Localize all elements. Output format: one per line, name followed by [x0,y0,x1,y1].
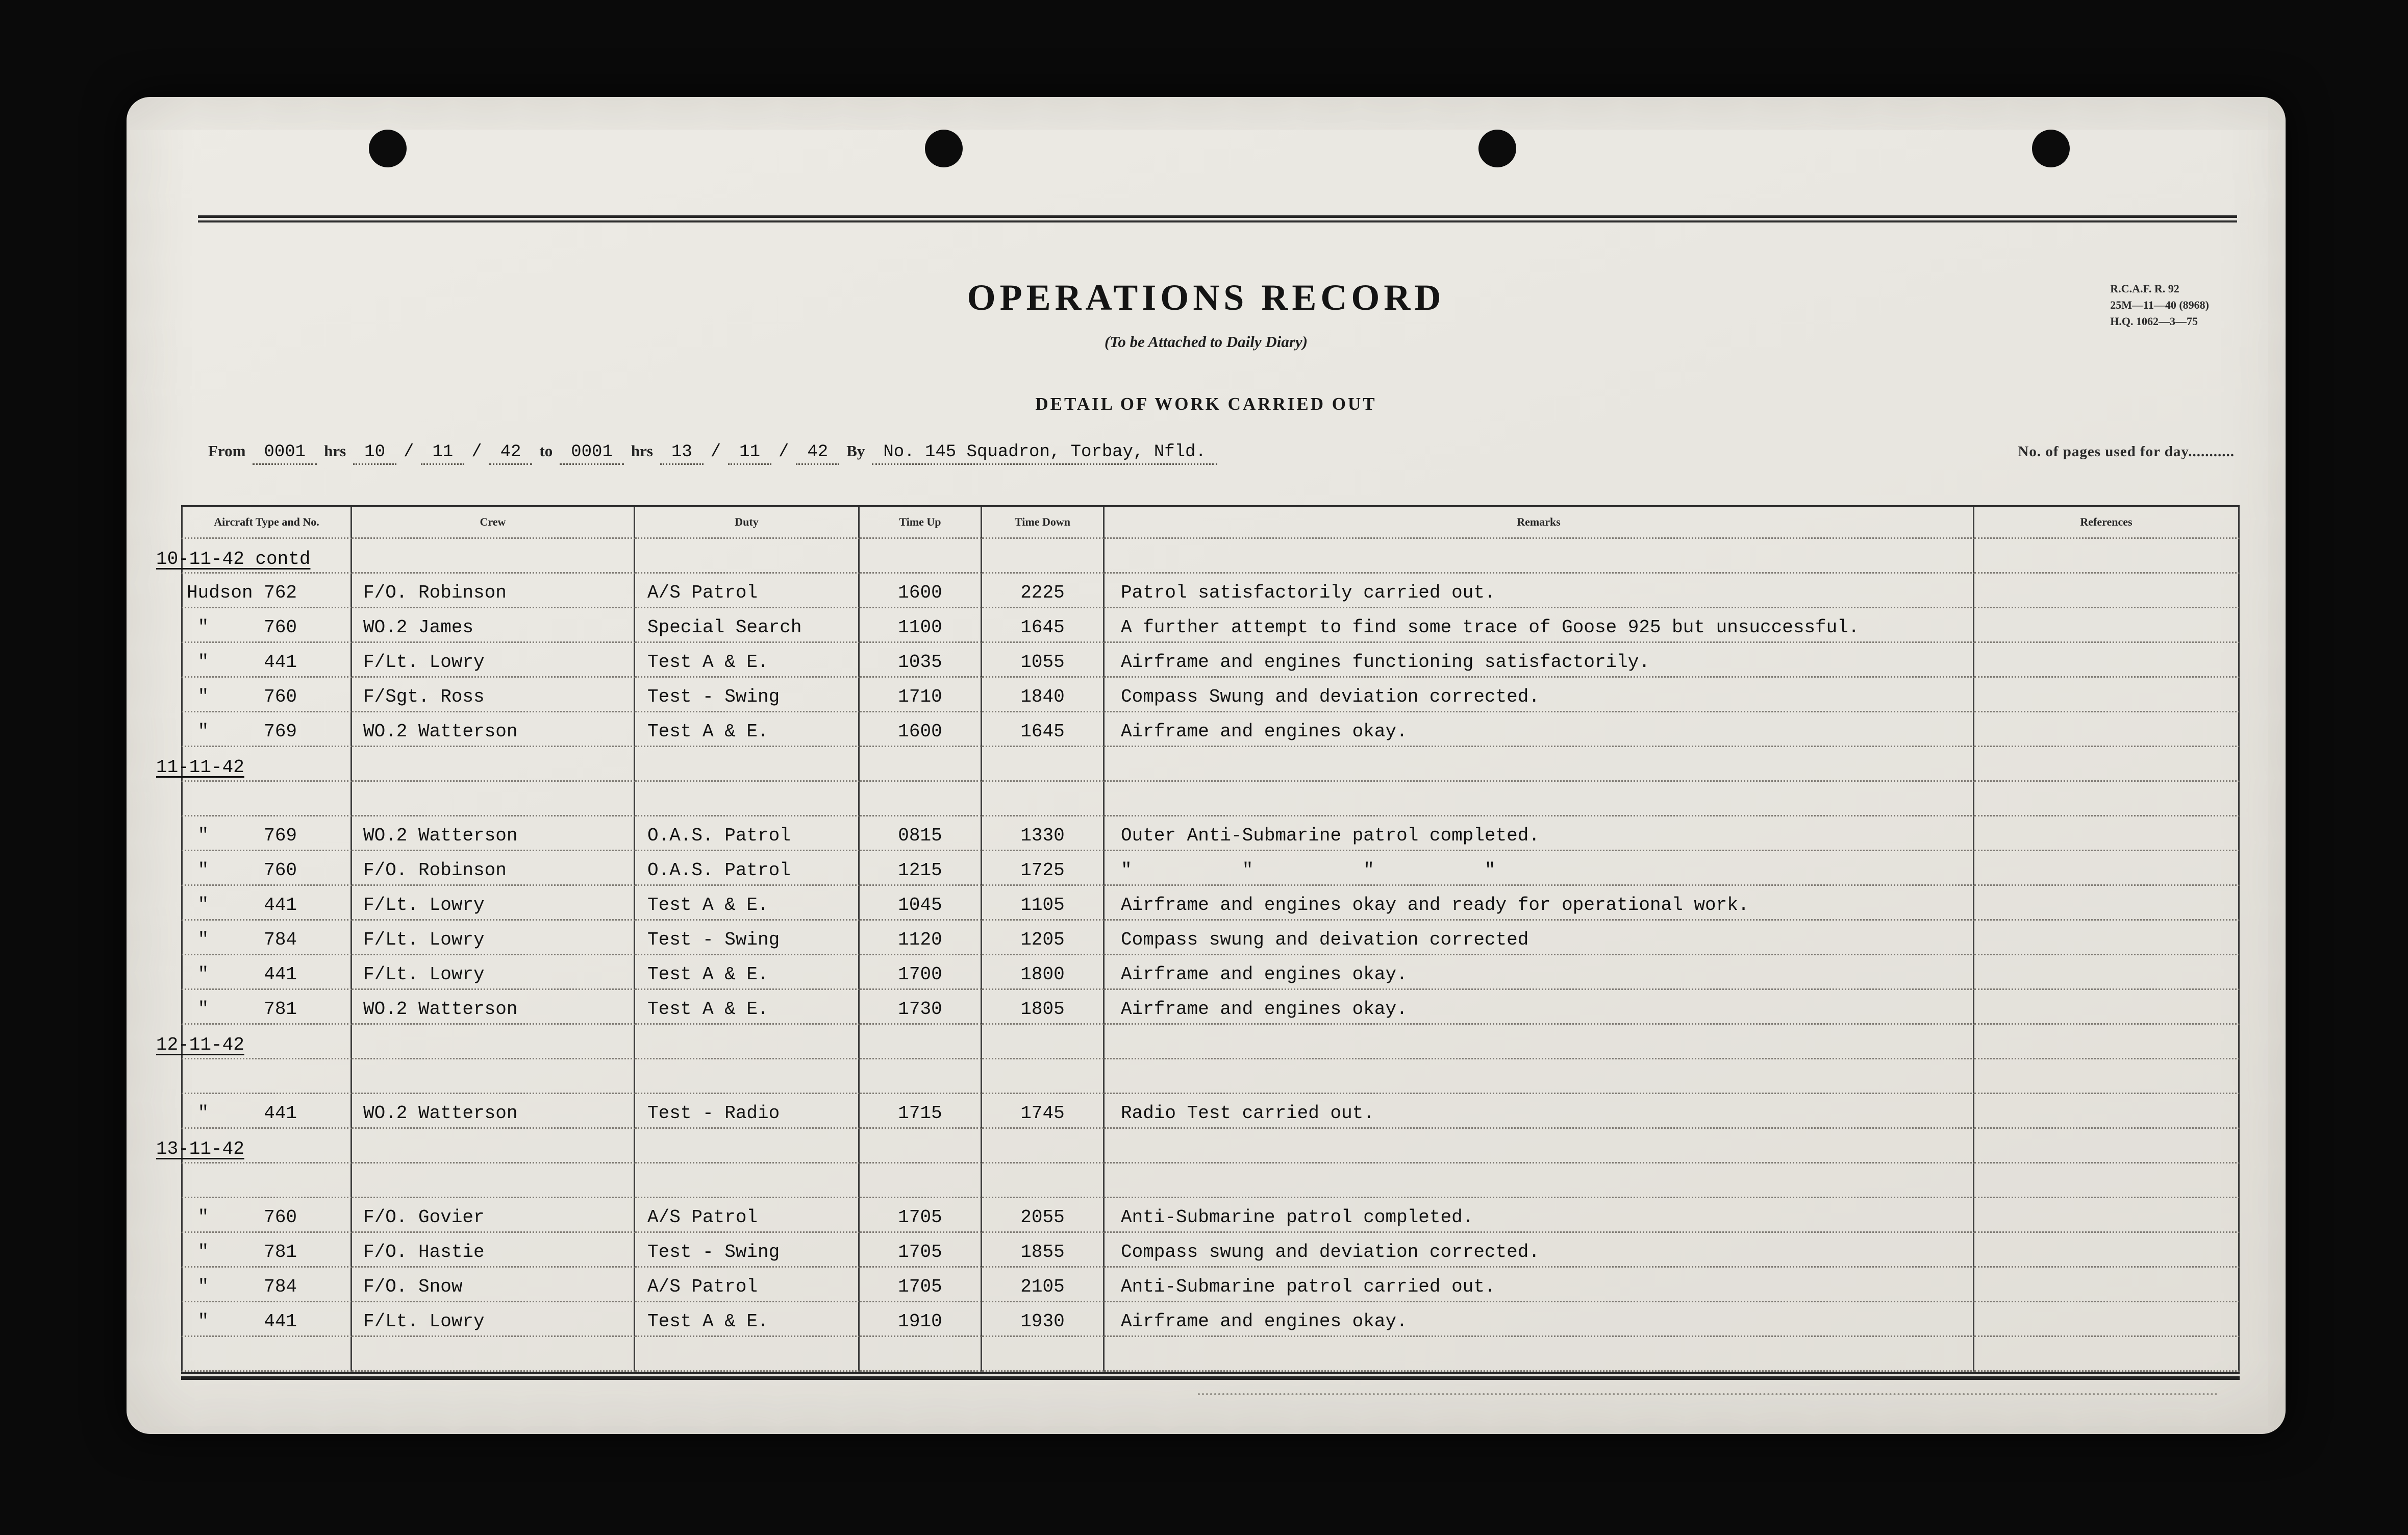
remarks-cell: Airframe and engines okay. [1105,1302,1974,1337]
aircraft-cell: " 781 [181,990,352,1025]
references-cell [1974,643,2240,678]
table-row [181,712,2240,747]
duty-cell: Test - Radio [635,1094,860,1129]
period-line [208,442,2235,465]
duty-cell: A/S Patrol [635,1198,860,1233]
aircraft-cell: " 441 [181,955,352,990]
table-row [181,643,2240,678]
table-row [181,921,2240,955]
time-up-cell: 1705 [860,1198,982,1233]
table-row [181,1268,2240,1302]
crew-cell: F/Lt. Lowry [352,886,635,921]
table-row [181,1094,2240,1129]
col-header-remarks: Remarks [1105,507,1974,539]
from-label: From [208,442,246,460]
crew-cell: WO.2 Watterson [352,1094,635,1129]
references-cell [1974,1302,2240,1337]
remarks-cell: Airframe and engines okay. [1105,990,1974,1025]
references-cell [1974,539,2240,574]
time-up-cell: 1215 [860,851,982,886]
from-month-value: 11 [421,442,464,465]
time-down-cell [982,1025,1105,1059]
table-row [181,1337,2240,1372]
to-year-value: 42 [796,442,839,465]
aircraft-cell: " 441 [181,1094,352,1129]
remarks-cell: Airframe and engines okay and ready for operational work. [1105,886,1974,921]
references-cell [1974,608,2240,643]
crew-cell [352,1337,635,1372]
hrs-label: hrs [324,442,346,460]
remarks-cell: Anti-Submarine patrol carried out. [1105,1268,1974,1302]
date-slash: / [710,442,721,462]
references-cell [1974,574,2240,608]
time-up-cell: 1045 [860,886,982,921]
remarks-cell [1105,1059,1974,1094]
duty-cell: Special Search [635,608,860,643]
references-cell [1974,1129,2240,1163]
duty-cell: Test - Swing [635,921,860,955]
aircraft-cell: " 760 [181,678,352,712]
bottom-double-rule [181,1372,2240,1380]
duty-cell: Test A & E. [635,712,860,747]
time-up-cell [860,782,982,816]
col-header-references: References [1974,507,2240,539]
detail-heading: DETAIL OF WORK CARRIED OUT [1035,394,1377,414]
time-down-cell: 1840 [982,678,1105,712]
table-row [181,782,2240,816]
references-cell [1974,1025,2240,1059]
remarks-cell [1105,1129,1974,1163]
crew-cell: F/O. Robinson [352,574,635,608]
duty-cell: Test - Swing [635,1233,860,1268]
time-down-cell [982,747,1105,782]
date-slash: / [403,442,414,462]
duty-cell: Test - Swing [635,678,860,712]
table-row [181,1059,2240,1094]
remarks-cell: Compass Swung and deviation corrected. [1105,678,1974,712]
crew-cell: WO.2 Watterson [352,712,635,747]
remarks-cell: Patrol satisfactorily carried out. [1105,574,1974,608]
crew-cell: WO.2 Watterson [352,990,635,1025]
table-row [181,955,2240,990]
date-section-row [156,747,2240,782]
aircraft-cell [156,539,352,574]
crew-cell: F/O. Robinson [352,851,635,886]
duty-cell: A/S Patrol [635,1268,860,1302]
duty-cell [635,1163,860,1198]
punch-hole [2032,130,2070,167]
aircraft-cell: " 769 [181,712,352,747]
time-up-cell [860,1025,982,1059]
crew-cell: F/Lt. Lowry [352,1302,635,1337]
time-up-cell: 1100 [860,608,982,643]
from-year-value: 42 [489,442,533,465]
crew-cell: WO.2 James [352,608,635,643]
crew-cell: F/O. Snow [352,1268,635,1302]
remarks-cell: " " " " [1105,851,1974,886]
table-body [156,539,2240,1372]
remarks-cell: Radio Test carried out. [1105,1094,1974,1129]
time-up-cell: 1910 [860,1302,982,1337]
page-subtitle: (To be Attached to Daily Diary) [1104,333,1308,351]
time-up-cell [860,1129,982,1163]
aircraft-cell [181,1163,352,1198]
aircraft-cell: " 441 [181,1302,352,1337]
page-title: OPERATIONS RECORD [967,277,1445,318]
remarks-cell: Airframe and engines okay. [1105,955,1974,990]
aircraft-cell: Hudson 762 [181,574,352,608]
time-up-cell: 1710 [860,678,982,712]
pages-used-label: No. of pages used for day........... [2018,443,2235,460]
table-row [181,1198,2240,1233]
document-paper [127,97,2286,1434]
remarks-cell: Compass swung and deivation corrected [1105,921,1974,955]
form-ref-line: R.C.A.F. R. 92 [2110,282,2179,295]
punch-hole [369,130,407,167]
duty-cell: Test A & E. [635,886,860,921]
table-row [181,1233,2240,1268]
to-day-value: 13 [660,442,704,465]
date-section-row [156,539,2240,574]
crew-cell [352,1129,635,1163]
remarks-cell: Airframe and engines okay. [1105,712,1974,747]
crew-cell [352,1163,635,1198]
aircraft-cell: " 784 [181,921,352,955]
crew-cell [352,1059,635,1094]
crew-cell [352,1025,635,1059]
references-cell [1974,1268,2240,1302]
remarks-cell [1105,1025,1974,1059]
punch-hole [925,130,963,167]
references-cell [1974,1198,2240,1233]
time-up-cell: 1730 [860,990,982,1025]
references-cell [1974,678,2240,712]
remarks-cell: Anti-Submarine patrol completed. [1105,1198,1974,1233]
crew-cell: F/Lt. Lowry [352,643,635,678]
punch-hole [1478,130,1516,167]
table-row [181,886,2240,921]
operations-table [156,505,2240,1380]
top-double-rule [198,215,2237,222]
crew-cell: WO.2 Watterson [352,816,635,851]
to-time-value: 0001 [560,442,624,465]
time-down-cell: 2055 [982,1198,1105,1233]
remarks-cell [1105,1163,1974,1198]
remarks-cell [1105,782,1974,816]
col-header-crew: Crew [352,507,635,539]
date-heading: 13-11-42 [156,1138,244,1159]
references-cell [1974,990,2240,1025]
time-up-cell [860,1163,982,1198]
remarks-cell [1105,747,1974,782]
references-cell [1974,851,2240,886]
form-ref-line: 25M—11—40 (8968) [2110,298,2209,311]
time-down-cell: 1330 [982,816,1105,851]
table-header-row [181,507,2240,539]
col-header-time-up: Time Up [860,507,982,539]
duty-cell [635,747,860,782]
time-up-cell [860,747,982,782]
time-down-cell: 1205 [982,921,1105,955]
table-row [181,1302,2240,1337]
references-cell [1974,1094,2240,1129]
time-down-cell [982,1059,1105,1094]
aircraft-cell: " 441 [181,643,352,678]
references-cell [1974,1233,2240,1268]
aircraft-cell [181,782,352,816]
time-down-cell [982,1163,1105,1198]
aircraft-cell: " 441 [181,886,352,921]
aircraft-cell [181,1059,352,1094]
date-heading: 10-11-42 contd [156,549,311,570]
time-up-cell [860,1337,982,1372]
time-up-cell: 1705 [860,1233,982,1268]
time-down-cell: 1645 [982,608,1105,643]
remarks-cell [1105,1337,1974,1372]
duty-cell [635,539,860,574]
time-down-cell: 1930 [982,1302,1105,1337]
time-up-cell: 1700 [860,955,982,990]
table-row [181,990,2240,1025]
duty-cell: Test A & E. [635,1302,860,1337]
time-up-cell: 1600 [860,712,982,747]
aircraft-cell [156,747,352,782]
duty-cell: Test A & E. [635,990,860,1025]
aircraft-cell: " 784 [181,1268,352,1302]
time-down-cell [982,539,1105,574]
crew-cell: F/Sgt. Ross [352,678,635,712]
crew-cell [352,782,635,816]
crew-cell: F/Lt. Lowry [352,955,635,990]
duty-cell: O.A.S. Patrol [635,851,860,886]
references-cell [1974,1163,2240,1198]
to-label: to [539,442,553,460]
col-header-duty: Duty [635,507,860,539]
col-header-time-down: Time Down [982,507,1105,539]
crew-cell [352,539,635,574]
table-row [181,678,2240,712]
aircraft-cell [156,1129,352,1163]
time-up-cell: 1600 [860,574,982,608]
time-up-cell: 1035 [860,643,982,678]
time-up-cell: 1705 [860,1268,982,1302]
squadron-value: No. 145 Squadron, Torbay, Nfld. [872,442,1217,465]
time-up-cell: 0815 [860,816,982,851]
from-day-value: 10 [353,442,396,465]
time-down-cell [982,1129,1105,1163]
to-month-value: 11 [728,442,771,465]
remarks-cell: Airframe and engines functioning satisfactorily. [1105,643,1974,678]
bottom-dotted-line [1198,1393,2218,1395]
time-down-cell [982,1337,1105,1372]
hrs-label: hrs [631,442,653,460]
duty-cell [635,1129,860,1163]
references-cell [1974,955,2240,990]
time-down-cell: 2105 [982,1268,1105,1302]
crew-cell: F/O. Govier [352,1198,635,1233]
table-row [181,851,2240,886]
time-down-cell: 1105 [982,886,1105,921]
references-cell [1974,712,2240,747]
duty-cell: Test A & E. [635,643,860,678]
date-slash: / [471,442,482,462]
aircraft-cell: " 781 [181,1233,352,1268]
date-section-row [156,1129,2240,1163]
time-down-cell: 1725 [982,851,1105,886]
remarks-cell: Compass swung and deviation corrected. [1105,1233,1974,1268]
aircraft-cell: " 760 [181,851,352,886]
time-up-cell [860,1059,982,1094]
duty-cell [635,782,860,816]
table-row [181,608,2240,643]
aircraft-cell [156,1025,352,1059]
aircraft-cell: " 760 [181,1198,352,1233]
time-down-cell: 1855 [982,1233,1105,1268]
table-row [181,816,2240,851]
form-ref-line: H.Q. 1062—3—75 [2110,314,2198,328]
col-header-aircraft: Aircraft Type and No. [181,507,352,539]
duty-cell: Test A & E. [635,955,860,990]
from-time-value: 0001 [253,442,317,465]
date-heading: 11-11-42 [156,757,244,778]
references-cell [1974,747,2240,782]
duty-cell [635,1025,860,1059]
date-slash: / [778,442,789,462]
time-up-cell: 1120 [860,921,982,955]
crew-cell: F/Lt. Lowry [352,921,635,955]
references-cell [1974,886,2240,921]
time-down-cell: 1805 [982,990,1105,1025]
time-down-cell: 1055 [982,643,1105,678]
remarks-cell: A further attempt to find some trace of Goose 925 but unsuccessful. [1105,608,1974,643]
time-up-cell [860,539,982,574]
references-cell [1974,1337,2240,1372]
aircraft-cell: " 769 [181,816,352,851]
references-cell [1974,1059,2240,1094]
crew-cell [352,747,635,782]
time-down-cell: 1645 [982,712,1105,747]
table-row [181,1163,2240,1198]
references-cell [1974,782,2240,816]
time-down-cell: 2225 [982,574,1105,608]
duty-cell [635,1059,860,1094]
table-row [181,574,2240,608]
duty-cell: O.A.S. Patrol [635,816,860,851]
references-cell [1974,816,2240,851]
by-label: By [846,442,865,460]
date-heading: 12-11-42 [156,1034,244,1055]
references-cell [1974,921,2240,955]
time-down-cell: 1800 [982,955,1105,990]
time-down-cell: 1745 [982,1094,1105,1129]
remarks-cell [1105,539,1974,574]
time-down-cell [982,782,1105,816]
remarks-cell: Outer Anti-Submarine patrol completed. [1105,816,1974,851]
duty-cell: A/S Patrol [635,574,860,608]
date-section-row [156,1025,2240,1059]
duty-cell [635,1337,860,1372]
crew-cell: F/O. Hastie [352,1233,635,1268]
time-up-cell: 1715 [860,1094,982,1129]
aircraft-cell [181,1337,352,1372]
aircraft-cell: " 760 [181,608,352,643]
